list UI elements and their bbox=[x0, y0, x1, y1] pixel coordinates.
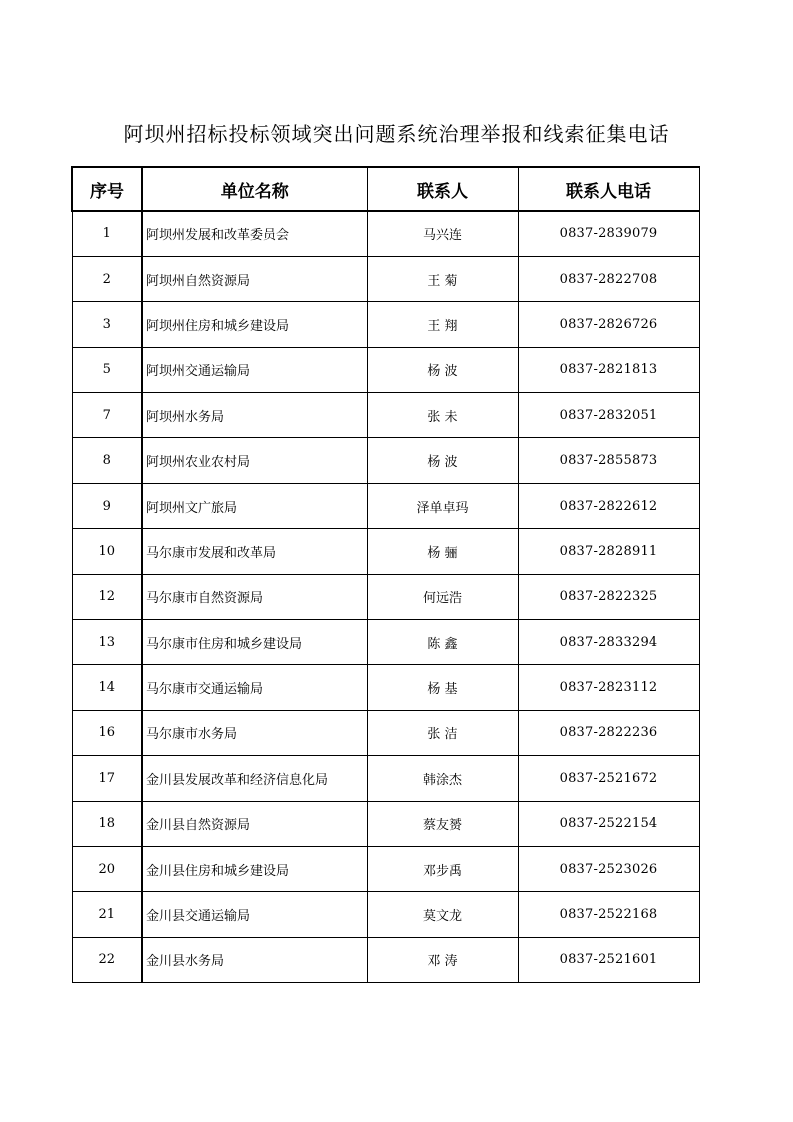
cell-contact-person: 杨 波 bbox=[367, 438, 518, 483]
cell-seq: 12 bbox=[72, 574, 142, 619]
cell-contact-person: 杨 基 bbox=[367, 665, 518, 710]
table-row bbox=[72, 211, 699, 256]
table-body bbox=[72, 211, 699, 983]
table-row bbox=[72, 801, 699, 846]
table-row bbox=[72, 937, 699, 982]
cell-contact-person: 邓 涛 bbox=[367, 937, 518, 982]
cell-contact-phone: 0837-2521601 bbox=[518, 937, 699, 982]
cell-seq: 16 bbox=[72, 710, 142, 755]
cell-contact-person: 王 翔 bbox=[367, 302, 518, 347]
table-row bbox=[72, 665, 699, 710]
cell-contact-phone: 0837-2821813 bbox=[518, 347, 699, 392]
table-row bbox=[72, 756, 699, 801]
cell-seq: 9 bbox=[72, 483, 142, 528]
table-row bbox=[72, 302, 699, 347]
cell-seq: 7 bbox=[72, 393, 142, 438]
cell-seq: 8 bbox=[72, 438, 142, 483]
cell-contact-person: 何远浩 bbox=[367, 574, 518, 619]
cell-contact-phone: 0837-2839079 bbox=[518, 211, 699, 256]
cell-unit-name: 阿坝州水务局 bbox=[142, 393, 367, 438]
cell-unit-name: 阿坝州自然资源局 bbox=[142, 256, 367, 301]
cell-contact-phone: 0837-2855873 bbox=[518, 438, 699, 483]
cell-unit-name: 阿坝州住房和城乡建设局 bbox=[142, 302, 367, 347]
cell-seq: 10 bbox=[72, 529, 142, 574]
cell-unit-name: 金川县自然资源局 bbox=[142, 801, 367, 846]
cell-contact-phone: 0837-2822708 bbox=[518, 256, 699, 301]
cell-seq: 20 bbox=[72, 846, 142, 891]
cell-seq: 13 bbox=[72, 620, 142, 665]
cell-seq: 2 bbox=[72, 256, 142, 301]
cell-contact-phone: 0837-2523026 bbox=[518, 846, 699, 891]
contact-table bbox=[71, 166, 700, 983]
header-unit-name: 单位名称 bbox=[142, 167, 367, 211]
table-row bbox=[72, 483, 699, 528]
table-row bbox=[72, 529, 699, 574]
cell-contact-person: 泽单卓玛 bbox=[367, 483, 518, 528]
cell-contact-phone: 0837-2832051 bbox=[518, 393, 699, 438]
cell-contact-phone: 0837-2828911 bbox=[518, 529, 699, 574]
cell-unit-name: 马尔康市发展和改革局 bbox=[142, 529, 367, 574]
table-row bbox=[72, 438, 699, 483]
cell-contact-person: 杨 波 bbox=[367, 347, 518, 392]
cell-unit-name: 阿坝州文广旅局 bbox=[142, 483, 367, 528]
cell-contact-person: 杨 骊 bbox=[367, 529, 518, 574]
cell-contact-person: 张 未 bbox=[367, 393, 518, 438]
cell-unit-name: 阿坝州交通运输局 bbox=[142, 347, 367, 392]
cell-unit-name: 金川县住房和城乡建设局 bbox=[142, 846, 367, 891]
cell-contact-phone: 0837-2522168 bbox=[518, 892, 699, 937]
cell-unit-name: 马尔康市住房和城乡建设局 bbox=[142, 620, 367, 665]
table-row bbox=[72, 347, 699, 392]
cell-unit-name: 金川县交通运输局 bbox=[142, 892, 367, 937]
cell-seq: 22 bbox=[72, 937, 142, 982]
table-row bbox=[72, 393, 699, 438]
table-row bbox=[72, 256, 699, 301]
table-row bbox=[72, 574, 699, 619]
cell-contact-phone: 0837-2822236 bbox=[518, 710, 699, 755]
cell-contact-phone: 0837-2822325 bbox=[518, 574, 699, 619]
cell-contact-person: 莫文龙 bbox=[367, 892, 518, 937]
cell-unit-name: 金川县发展改革和经济信息化局 bbox=[142, 756, 367, 801]
cell-contact-person: 马兴连 bbox=[367, 211, 518, 256]
cell-contact-person: 陈 鑫 bbox=[367, 620, 518, 665]
header-contact-person: 联系人 bbox=[367, 167, 518, 211]
cell-contact-phone: 0837-2521672 bbox=[518, 756, 699, 801]
table-row bbox=[72, 892, 699, 937]
table-header-row bbox=[72, 167, 699, 211]
cell-unit-name: 金川县水务局 bbox=[142, 937, 367, 982]
table-row bbox=[72, 710, 699, 755]
cell-unit-name: 马尔康市交通运输局 bbox=[142, 665, 367, 710]
cell-seq: 21 bbox=[72, 892, 142, 937]
cell-seq: 3 bbox=[72, 302, 142, 347]
cell-contact-person: 韩涂杰 bbox=[367, 756, 518, 801]
cell-contact-phone: 0837-2822612 bbox=[518, 483, 699, 528]
cell-seq: 1 bbox=[72, 211, 142, 256]
cell-unit-name: 阿坝州发展和改革委员会 bbox=[142, 211, 367, 256]
header-contact-phone: 联系人电话 bbox=[518, 167, 699, 211]
cell-unit-name: 阿坝州农业农村局 bbox=[142, 438, 367, 483]
cell-contact-phone: 0837-2826726 bbox=[518, 302, 699, 347]
cell-contact-person: 王 菊 bbox=[367, 256, 518, 301]
cell-contact-phone: 0837-2522154 bbox=[518, 801, 699, 846]
table-row bbox=[72, 620, 699, 665]
cell-unit-name: 马尔康市水务局 bbox=[142, 710, 367, 755]
cell-unit-name: 马尔康市自然资源局 bbox=[142, 574, 367, 619]
cell-contact-phone: 0837-2833294 bbox=[518, 620, 699, 665]
page-title: 阿坝州招标投标领域突出问题系统治理举报和线索征集电话 bbox=[123, 122, 670, 146]
cell-contact-person: 邓步禹 bbox=[367, 846, 518, 891]
cell-seq: 17 bbox=[72, 756, 142, 801]
cell-contact-phone: 0837-2823112 bbox=[518, 665, 699, 710]
table-row bbox=[72, 846, 699, 891]
cell-seq: 18 bbox=[72, 801, 142, 846]
cell-contact-person: 蔡友赟 bbox=[367, 801, 518, 846]
cell-seq: 14 bbox=[72, 665, 142, 710]
header-seq: 序号 bbox=[72, 167, 142, 211]
cell-seq: 5 bbox=[72, 347, 142, 392]
cell-contact-person: 张 洁 bbox=[367, 710, 518, 755]
